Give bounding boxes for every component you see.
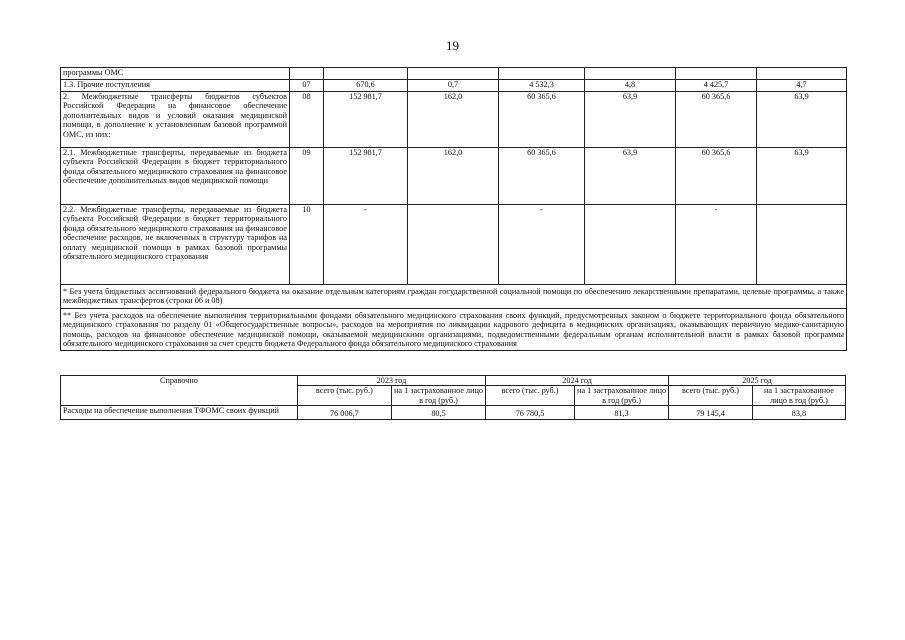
value-cell: 63,9 bbox=[585, 92, 676, 148]
row-description: 1.3. Прочие поступления bbox=[61, 80, 290, 92]
value-cell: 60 365,6 bbox=[499, 148, 585, 205]
table-row bbox=[61, 148, 847, 205]
subheader-per-insured: на 1 застрахованное лицо в год (руб.) bbox=[391, 386, 485, 406]
value-cell bbox=[757, 68, 847, 80]
row-description: программы ОМС bbox=[61, 68, 290, 80]
value-cell: 0,7 bbox=[408, 80, 499, 92]
value-cell: 162,0 bbox=[408, 148, 499, 205]
row-description: 2.1. Межбюджетные трансферты, передаваемые из бюджета субъекта Российской Федерации в бюджет территориального фонда обязательного медицинского страхования на финансовое обеспечение дополнительных видов медицинской помощи bbox=[61, 148, 290, 205]
row-description: 2.2. Межбюджетные трансферты, передаваемые из бюджета субъекта Российской Федерации в бюджет территориального фонда обязательного медицинского страхования на финансовое обеспечение расходов, не включенных в структуру тарифов на оплату медицинской помощи в рамках базовой программы обязательного медицинского страхования bbox=[61, 205, 290, 285]
reference-label-header: Справочно bbox=[61, 376, 298, 406]
table-row bbox=[61, 92, 847, 148]
subheader-total: всего (тыс. руб.) bbox=[669, 386, 753, 406]
value-cell bbox=[757, 205, 847, 285]
value-cell: 60 365,6 bbox=[499, 92, 585, 148]
value-cell: 4 425,7 bbox=[676, 80, 757, 92]
row-description: 2. Межбюджетные трансферты бюджетов субъектов Российской Федерации на финансовое обеспечение дополнительных видов и условий оказания медицинской помощи, в дополнение к установленным базовой программой ОМС, из них: bbox=[61, 92, 290, 148]
reference-header-row bbox=[61, 376, 846, 386]
value-cell bbox=[499, 68, 585, 80]
table-row bbox=[61, 68, 847, 80]
reference-row-label: Расходы на обеспечение выполнения ТФОМС своих функций bbox=[61, 406, 298, 419]
year-2024-header: 2024 год bbox=[486, 376, 669, 386]
value-cell bbox=[585, 68, 676, 80]
value-cell bbox=[324, 68, 408, 80]
table-row bbox=[61, 80, 847, 92]
value-cell: 60 365,6 bbox=[676, 92, 757, 148]
value-cell: - bbox=[676, 205, 757, 285]
subheader-per-insured: на 1 застрахованное лицо в год (руб.) bbox=[575, 386, 669, 406]
row-code: 08 bbox=[290, 92, 324, 148]
value-cell bbox=[676, 68, 757, 80]
row-code: 10 bbox=[290, 205, 324, 285]
value-cell: 60 365,6 bbox=[676, 148, 757, 205]
reference-cell: 76 006,7 bbox=[297, 406, 391, 419]
table-row bbox=[61, 205, 847, 285]
reference-cell: 81,3 bbox=[575, 406, 669, 419]
year-2025-header: 2025 год bbox=[669, 376, 846, 386]
value-cell bbox=[585, 205, 676, 285]
row-code: 09 bbox=[290, 148, 324, 205]
reference-table bbox=[60, 375, 846, 420]
row-code: 07 bbox=[290, 80, 324, 92]
reference-cell: 80,5 bbox=[391, 406, 485, 419]
value-cell: 152 981,7 bbox=[324, 148, 408, 205]
row-code bbox=[290, 68, 324, 80]
subheader-total: всего (тыс. руб.) bbox=[297, 386, 391, 406]
value-cell: 162,0 bbox=[408, 92, 499, 148]
main-table bbox=[60, 67, 847, 351]
value-cell: 670,6 bbox=[324, 80, 408, 92]
value-cell: - bbox=[324, 205, 408, 285]
footnote-double-asterisk: ** Без учета расходов на обеспечение выполнения территориальными фондами обязательного медицинского страхования своих функций, предусмотренных законом о бюджете территориального фонда обязательного медицинского страхования по разделу 01 «Общегосударственные вопросы», расходов на мероприятия по ликвидации кадрового дефицита в медицинских организациях, оказывающих первичную медико-санитарную помощь, расходов на финансовое обеспечение медицинской помощи, оказываемой медицинскими организациями, подведомственными федеральным органам исполнительной власти в рамках базовой программы обязательного медицинского страхования за счет средств бюджета Федерального фонда обязательного медицинского страхования bbox=[61, 308, 847, 351]
value-cell: 63,9 bbox=[585, 148, 676, 205]
value-cell: 4,7 bbox=[757, 80, 847, 92]
footnote-single-asterisk: * Без учета бюджетных ассигнований федерального бюджета на оказание отдельным категориям граждан государственной социальной помощи по обеспечению лекарственными препаратами, целевые программы, а также межбюджетных трансфертов (строки 06 и 08) bbox=[61, 285, 847, 309]
reference-cell: 79 145,4 bbox=[669, 406, 753, 419]
reference-data-row bbox=[61, 406, 846, 419]
value-cell: 63,9 bbox=[757, 92, 847, 148]
page-number: 19 bbox=[446, 38, 459, 53]
value-cell bbox=[408, 68, 499, 80]
subheader-total: всего (тыс. руб.) bbox=[486, 386, 575, 406]
value-cell: 63,9 bbox=[757, 148, 847, 205]
footnote-row bbox=[61, 308, 847, 351]
value-cell: 4,8 bbox=[585, 80, 676, 92]
value-cell: - bbox=[499, 205, 585, 285]
reference-cell: 76 780,5 bbox=[486, 406, 575, 419]
value-cell: 4 532,3 bbox=[499, 80, 585, 92]
subheader-per-insured: на 1 застрахованное лицо в год (руб.) bbox=[752, 386, 845, 406]
reference-cell: 83,8 bbox=[752, 406, 845, 419]
value-cell bbox=[408, 205, 499, 285]
value-cell: 152 981,7 bbox=[324, 92, 408, 148]
footnote-row bbox=[61, 285, 847, 309]
year-2023-header: 2023 год bbox=[297, 376, 485, 386]
